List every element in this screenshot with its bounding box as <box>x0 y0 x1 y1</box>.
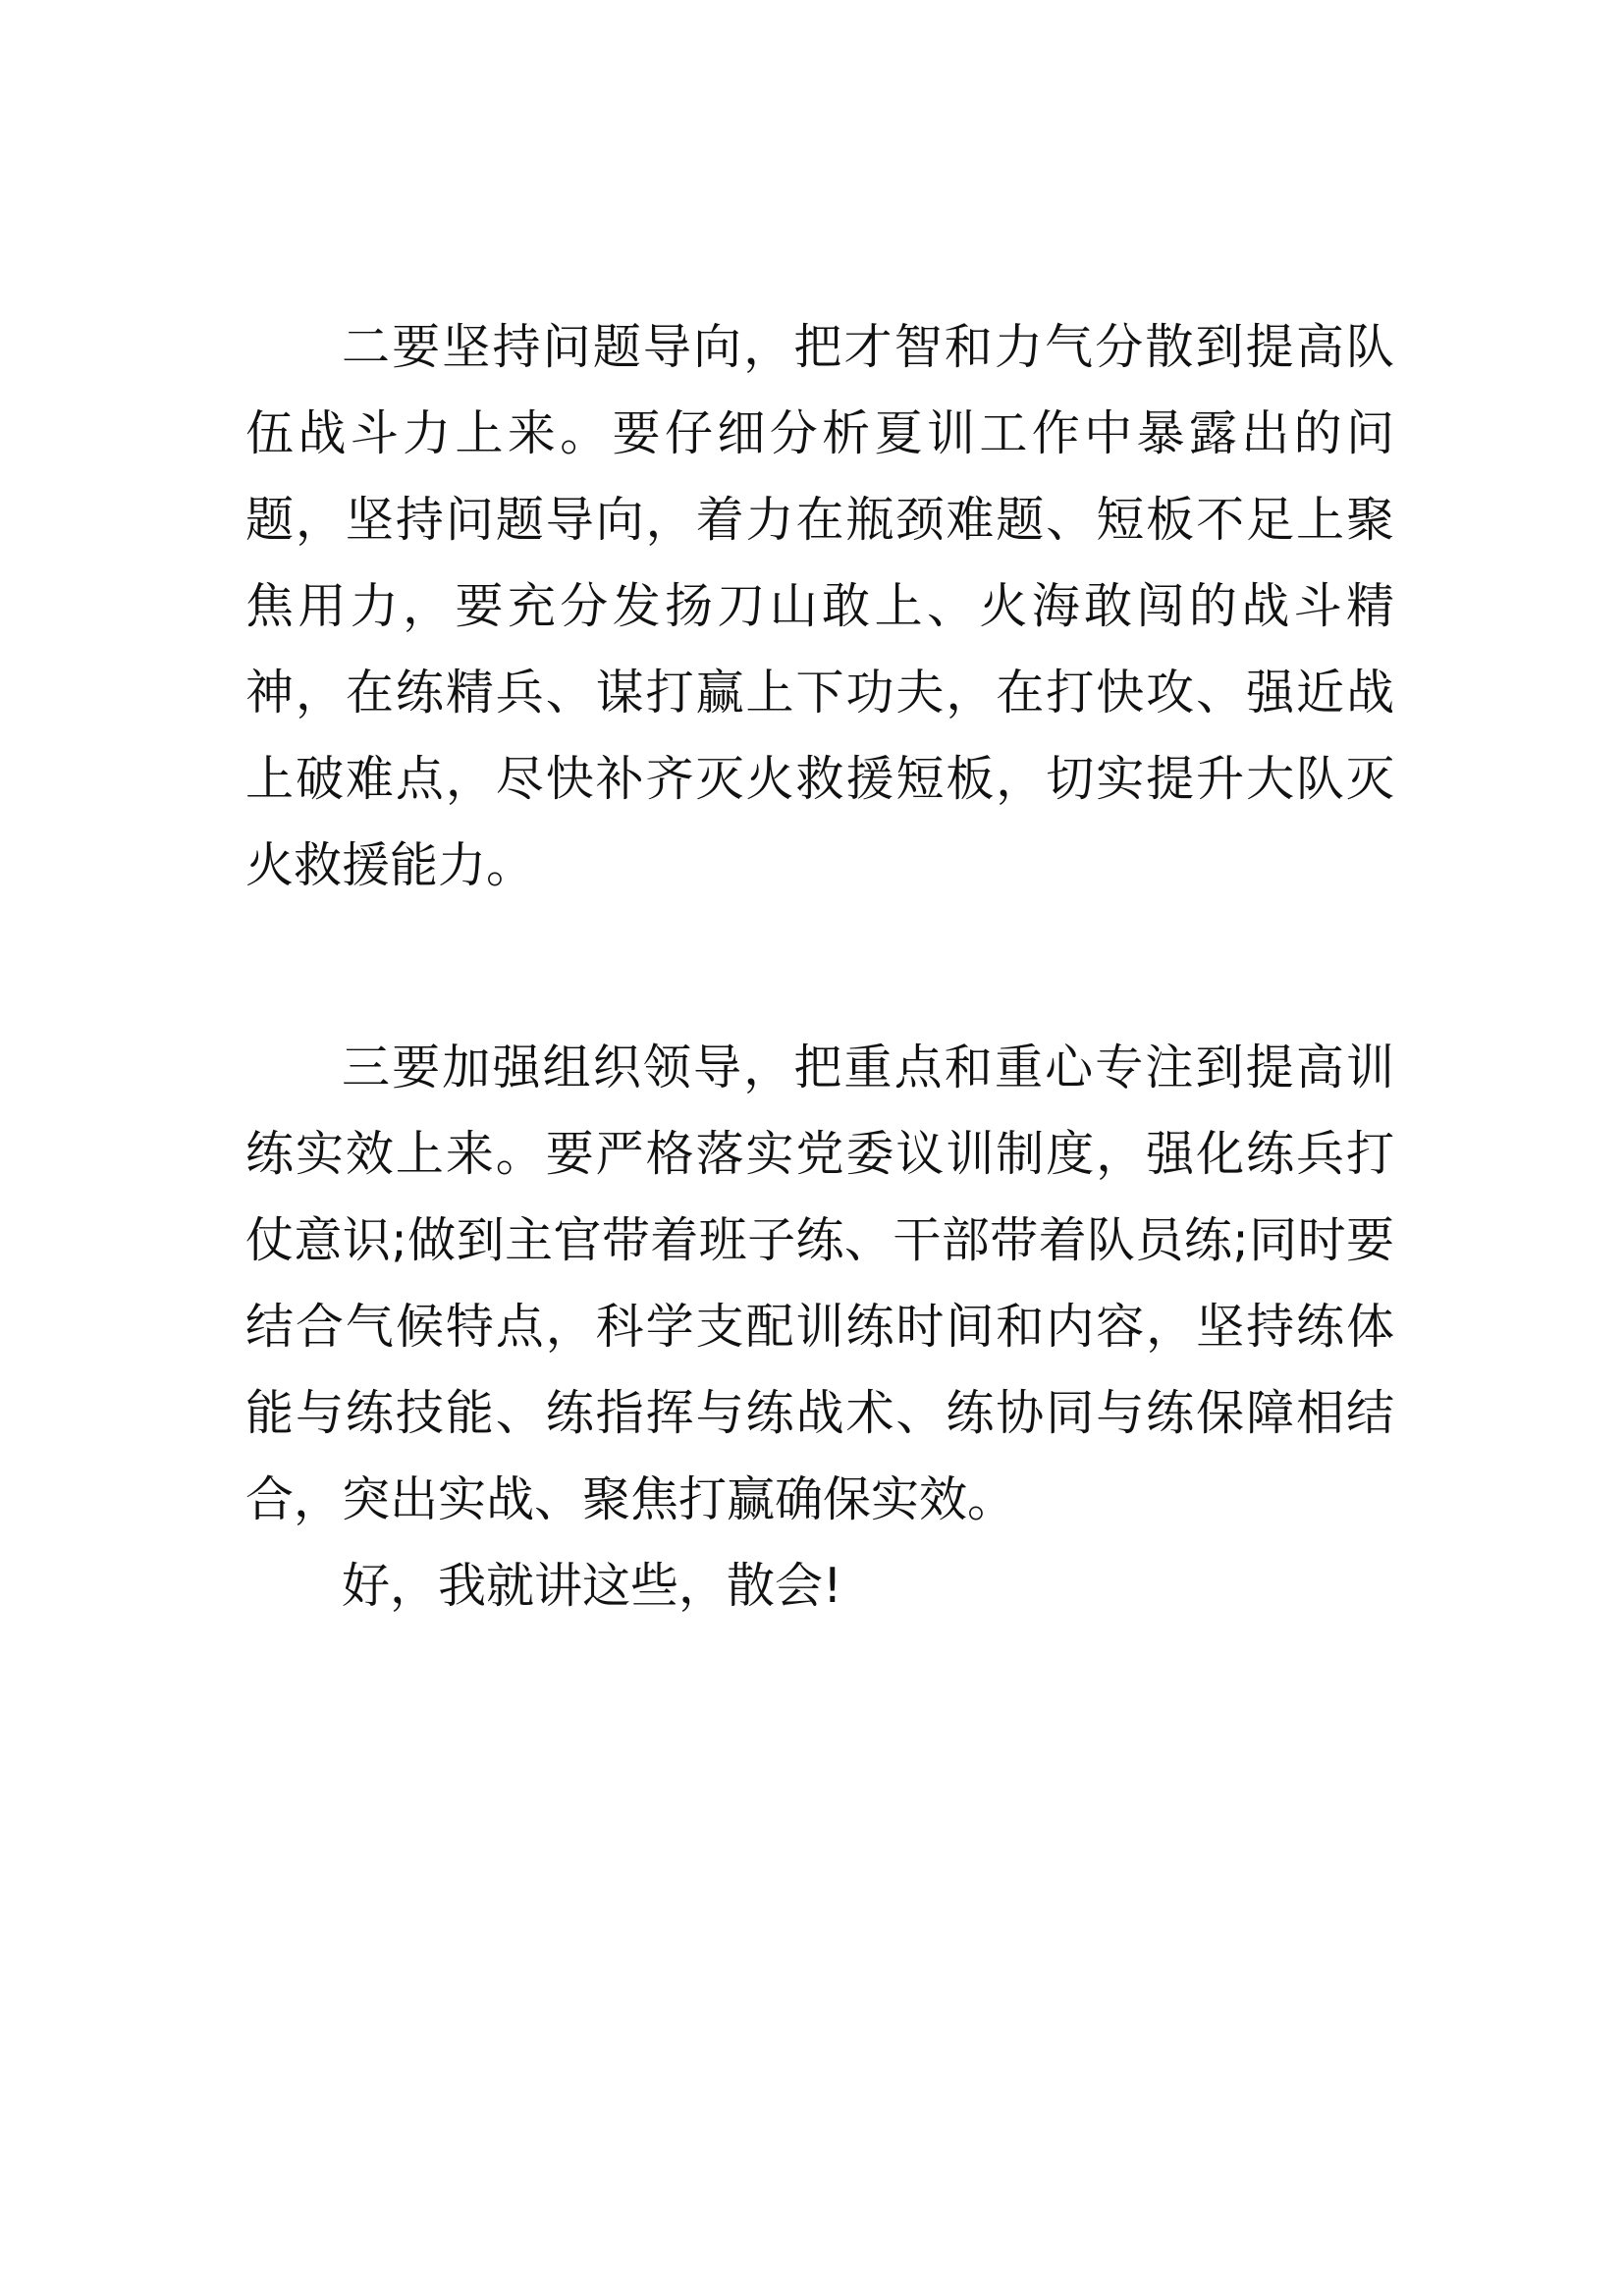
paragraph-point-three: 三要加强组织领导，把重点和重心专注到提高训练实效上来。要严格落实党委议训制度，强化练兵打仗意识;做到主官带着班子练、干部带着队员练;同时要结合气候特点，科学支配训练时间和内容，坚持练体能与练技能、练指挥与练战术、练协同与练保障相结合，突出实战、聚焦打赢确保实效。 <box>245 1040 1394 1527</box>
paragraph-point-two: 二要坚持问题导向，把才智和力气分散到提高队伍战斗力上来。要仔细分析夏训工作中暴露出的问题，坚持问题导向，着力在瓶颈难题、短板不足上聚焦用力，要充分发扬刀山敢上、火海敢闯的战斗精神，在练精兵、谋打赢上下功夫，在打快攻、强近战上破难点，尽快补齐灭火救援短板，切实提升大队灭火救援能力。 <box>245 319 1394 893</box>
document-body <box>245 304 1394 1629</box>
closing-remark: 好，我就讲这些，散会! <box>342 1558 842 1614</box>
paragraph-spacer <box>245 909 1394 1025</box>
